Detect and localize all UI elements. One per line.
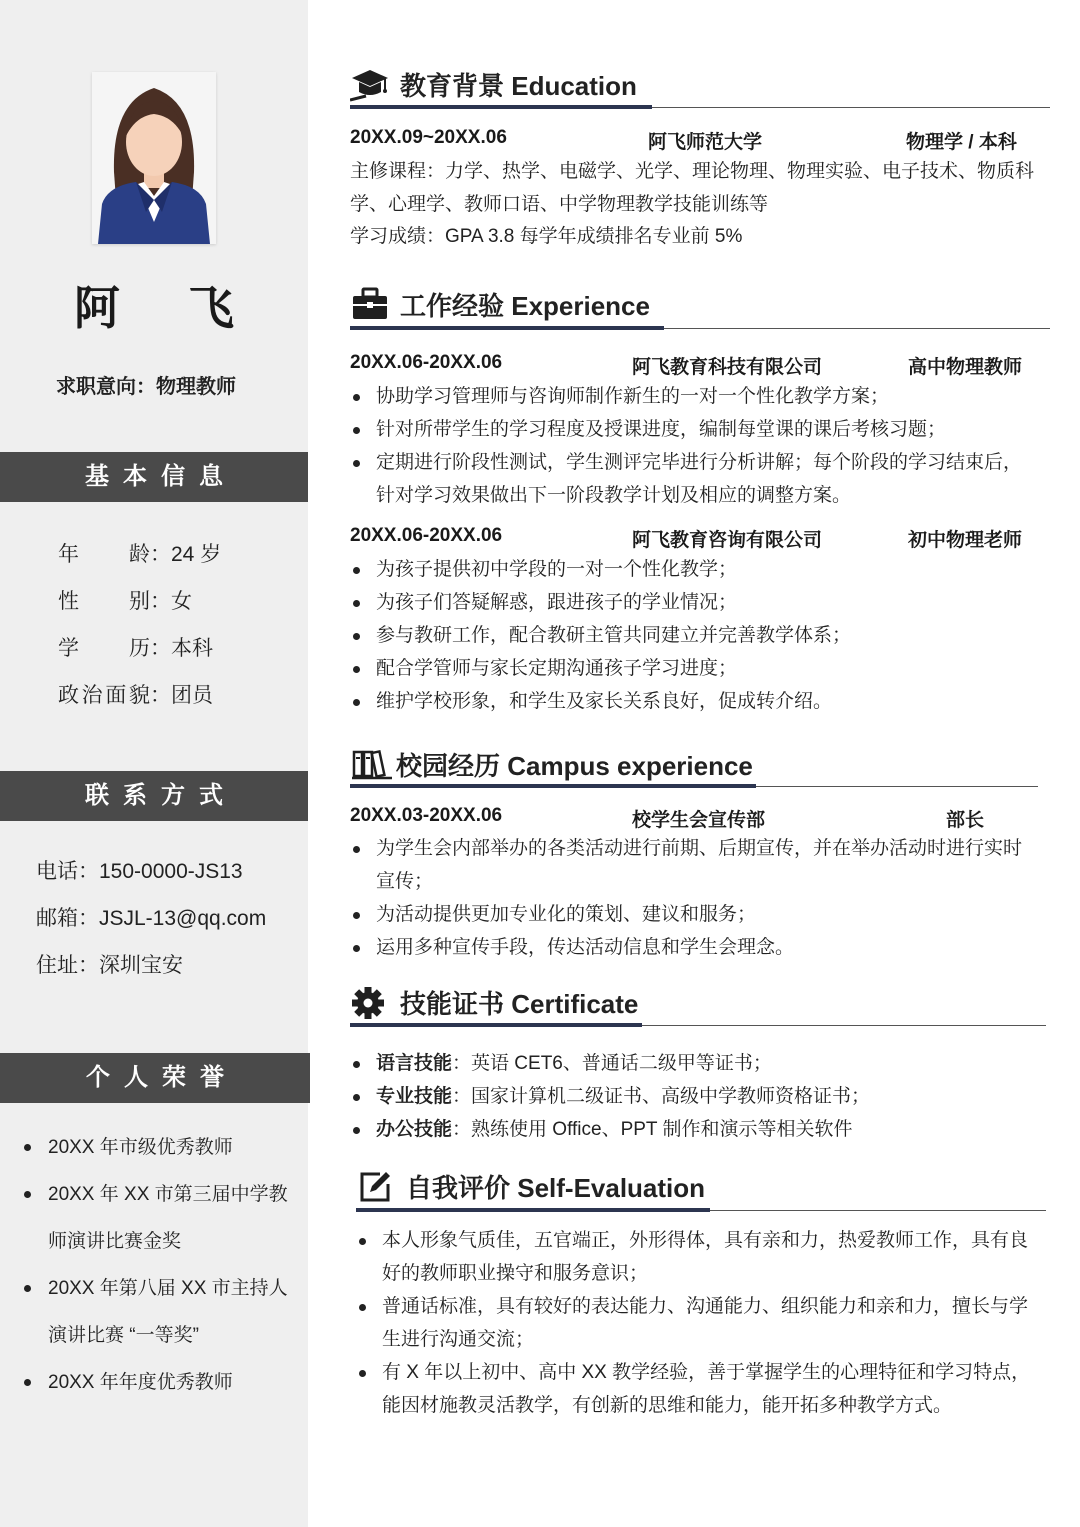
list-item: 为孩子们答疑解惑，跟进孩子的学业情况； (350, 586, 1040, 619)
contact-value: JSJL-13@qq.com (99, 907, 267, 930)
divider-accent (350, 326, 664, 330)
campus-section-header (352, 742, 1042, 790)
campus-period: 20XX.03-20XX.06 (350, 805, 503, 826)
skill-text: ：英语 CET6、普通话二级甲等证书； (452, 1053, 772, 1074)
info-value: 女 (171, 590, 192, 613)
self-evaluation-list (356, 1224, 1046, 1422)
info-row-age (58, 538, 221, 568)
contact-value: 深圳宝安 (99, 954, 183, 977)
skill-text: ：熟练使用 Office、PPT 制作和演示等相关软件 (452, 1119, 853, 1140)
avatar (92, 72, 216, 244)
books-icon (352, 746, 392, 782)
info-sep: ： (150, 590, 171, 613)
contact-key: 邮箱： (36, 907, 99, 930)
job-company: 阿飞教育咨询有限公司 (632, 530, 823, 551)
list-item: 20XX 年 XX 市第三届中学教师演讲比赛金奖 (22, 1171, 302, 1265)
briefcase-icon (350, 286, 390, 322)
job-role: 高中物理教师 (908, 357, 1023, 378)
list-item: 针对所带学生的学习程度及授课进度，编制每堂课的课后考核习题； (350, 413, 1040, 446)
basic-info-header: 基本信息 (0, 452, 308, 502)
education-school: 阿飞师范大学 (648, 132, 763, 153)
contact-value: 150-0000-JS13 (99, 860, 243, 883)
education-courses: 主修课程：力学、热学、电磁学、光学、理论物理、物理实验、电子技术、物质科学、心理学、教师口语、中学物理教学技能训练等 (350, 161, 1035, 215)
info-value: 团员 (171, 684, 213, 707)
section-title: 校园经历 Campus experience (396, 751, 753, 781)
job-intent: 求职意向：物理教师 (56, 376, 236, 398)
job-duties (350, 380, 1040, 512)
campus-role: 部长 (946, 810, 985, 831)
avatar-portrait-icon (92, 72, 216, 244)
list-item: 本人形象气质佳，五官端正，外形得体，具有亲和力，热爱教师工作，具有良好的教师职业操守和服务意识； (356, 1224, 1046, 1290)
skill-label: 专业技能 (376, 1086, 453, 1107)
section-title: 教育背景 Education (400, 71, 637, 101)
honors-header: 个人荣誉 (0, 1053, 310, 1103)
campus-duties (350, 832, 1040, 964)
info-sep: ： (150, 543, 171, 566)
job-period: 20XX.06-20XX.06 (350, 352, 503, 373)
list-item: 普通话标准，具有较好的表达能力、沟通能力、组织能力和亲和力，擅长与学生进行沟通交流； (356, 1290, 1046, 1356)
section-title: 技能证书 Certificate (400, 989, 639, 1019)
honors-list (22, 1124, 302, 1406)
sidebar (0, 0, 308, 1527)
job-period: 20XX.06-20XX.06 (350, 525, 503, 546)
list-item: 为孩子提供初中学段的一对一个性化教学； (350, 553, 1040, 586)
section-title: 工作经验 Experience (400, 291, 650, 321)
list-item: 协助学习管理师与咨询师制作新生的一对一个性化教学方案； (350, 380, 1040, 413)
info-sep: ： (150, 684, 171, 707)
contact-key: 电话： (36, 860, 99, 883)
info-value: 本科 (171, 637, 213, 660)
list-item: 参与教研工作，配合教研主管共同建立并完善教学体系； (350, 619, 1040, 652)
education-grades: 学习成绩：GPA 3.8 每学年成绩排名专业前 5% (350, 226, 743, 247)
campus-row (350, 805, 1040, 831)
job-company: 阿飞教育科技有限公司 (632, 357, 823, 378)
gear-icon (350, 984, 390, 1020)
list-item: 20XX 年年度优秀教师 (22, 1359, 302, 1406)
info-row-gender (58, 585, 192, 615)
list-item (350, 1113, 1040, 1146)
skill-label: 办公技能 (376, 1119, 453, 1140)
list-item: 为活动提供更加专业化的策划、建议和服务； (350, 898, 1040, 931)
list-item: 有 X 年以上初中、高中 XX 教学经验，善于掌握学生的心理特征和学习特点，能因材施教灵活教学，有创新的思维和能力，能开拓多种教学方式。 (356, 1356, 1046, 1422)
list-item: 配合学管师与家长定期沟通孩子学习进度； (350, 652, 1040, 685)
experience-section-header (350, 282, 1050, 330)
list-item (350, 1080, 1040, 1113)
graduation-cap-icon (350, 66, 390, 102)
candidate-name: 阿 飞 (73, 281, 260, 335)
list-item: 20XX 年市级优秀教师 (22, 1124, 302, 1171)
skill-text: ：国家计算机二级证书、高级中学教师资格证书； (452, 1086, 871, 1107)
education-period: 20XX.09~20XX.06 (350, 127, 507, 148)
edit-icon (356, 1168, 396, 1204)
section-title: 自我评价 Self-Evaluation (406, 1173, 706, 1203)
divider-accent (350, 784, 756, 788)
skill-label: 语言技能 (376, 1053, 453, 1074)
job-duties (350, 553, 1040, 718)
list-item: 维护学校形象，和学生及家长关系良好，促成转介绍。 (350, 685, 1040, 718)
list-item (350, 1047, 1040, 1080)
divider-accent (350, 1023, 642, 1027)
self-evaluation-section-header (356, 1164, 1046, 1212)
info-key: 年龄 (58, 543, 150, 566)
info-key: 学历 (58, 637, 150, 660)
contact-address (36, 949, 183, 979)
skills-list (350, 1047, 1040, 1146)
info-key: 政治面貌 (58, 684, 150, 707)
info-sep: ： (150, 637, 171, 660)
contact-email (36, 902, 266, 932)
list-item: 运用多种宣传手段，传达活动信息和学生会理念。 (350, 931, 1040, 964)
education-major: 物理学 / 本科 (906, 132, 1017, 153)
info-row-politics (58, 679, 213, 709)
education-row (350, 127, 1040, 153)
list-item: 为学生会内部举办的各类活动进行前期、后期宣传，并在举办活动时进行实时宣传； (350, 832, 1040, 898)
divider-accent (356, 1208, 710, 1212)
job-row (350, 352, 1040, 378)
skills-section-header (350, 980, 1050, 1028)
contact-header: 联系方式 (0, 771, 308, 821)
divider-accent (350, 105, 652, 109)
list-item: 定期进行阶段性测试，学生测评完毕进行分析讲解；每个阶段的学习结束后，针对学习效果做出下一阶段教学计划及相应的调整方案。 (350, 446, 1040, 512)
job-role: 初中物理老师 (908, 530, 1023, 551)
job-row (350, 525, 1040, 551)
info-key: 性别 (58, 590, 150, 613)
education-section-header (350, 62, 1050, 110)
info-value: 24 岁 (171, 543, 222, 566)
contact-phone (36, 855, 243, 885)
contact-key: 住址： (36, 954, 99, 977)
campus-org: 校学生会宣传部 (632, 810, 766, 831)
list-item: 20XX 年第八届 XX 市主持人演讲比赛 “一等奖” (22, 1265, 302, 1359)
info-row-degree (58, 632, 213, 662)
